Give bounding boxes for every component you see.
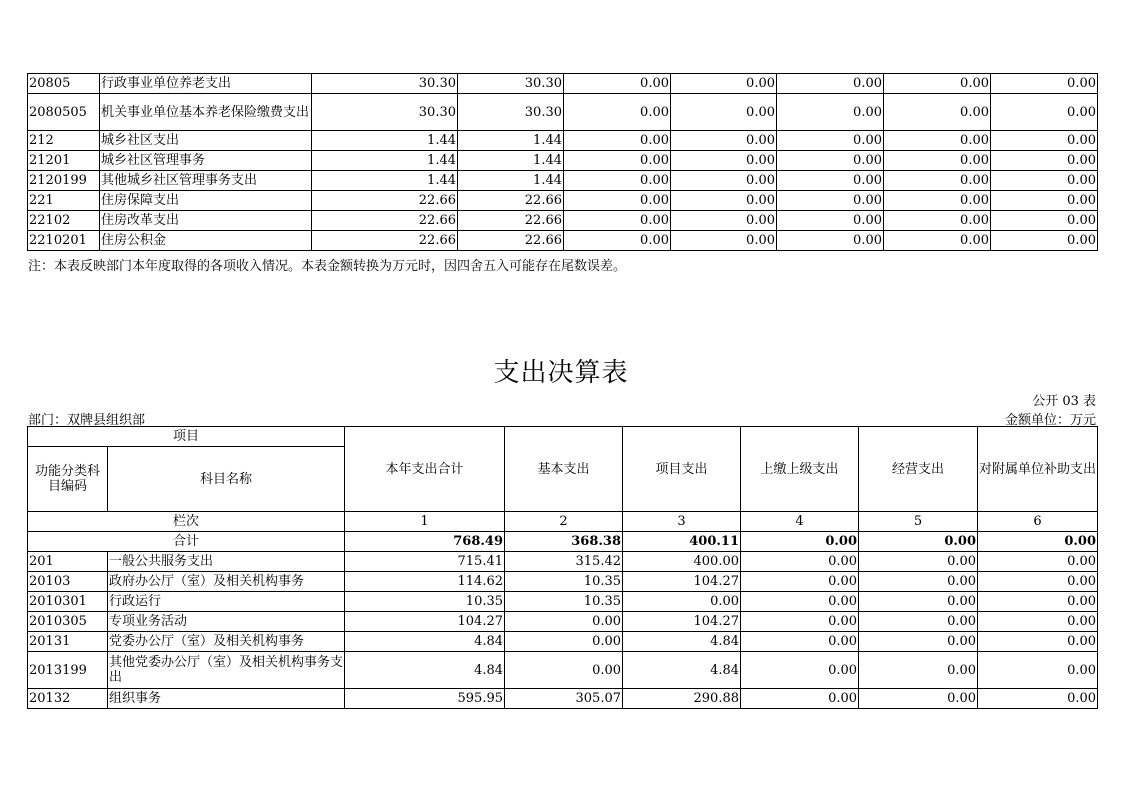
subject-code: 20103 <box>28 572 108 592</box>
amount-cell: 22.66 <box>312 191 458 211</box>
total-value: 400.11 <box>623 532 741 552</box>
amount-cell: 0.00 <box>671 74 777 94</box>
table-row <box>28 191 1098 211</box>
amount-cell: 0.00 <box>884 74 991 94</box>
amount-cell: 0.00 <box>859 612 978 632</box>
amount-cell: 0.00 <box>671 171 777 191</box>
header-item: 项目 <box>28 427 345 447</box>
subject-name: 其他城乡社区管理事务支出 <box>100 171 312 191</box>
page-title: 支出决算表 <box>493 358 629 388</box>
subject-code: 221 <box>28 191 100 211</box>
total-value: 0.00 <box>978 532 1098 552</box>
amount-cell: 0.00 <box>505 612 623 632</box>
total-row <box>28 532 1098 552</box>
column-number: 6 <box>978 512 1098 532</box>
subject-code: 2120199 <box>28 171 100 191</box>
amount-cell: 0.00 <box>671 94 777 131</box>
subject-name: 城乡社区支出 <box>100 131 312 151</box>
header-col-4: 上缴上级支出 <box>741 427 859 512</box>
table-row <box>28 74 1098 94</box>
subject-code: 2210201 <box>28 231 100 251</box>
amount-cell: 0.00 <box>991 231 1098 251</box>
amount-cell: 0.00 <box>564 131 671 151</box>
amount-cell: 0.00 <box>884 151 991 171</box>
amount-cell: 0.00 <box>859 689 978 709</box>
amount-cell: 0.00 <box>978 689 1098 709</box>
subject-code: 201 <box>28 552 108 572</box>
table-row <box>28 171 1098 191</box>
amount-cell: 0.00 <box>991 74 1098 94</box>
amount-cell: 0.00 <box>777 171 884 191</box>
department-label: 部门：双牌县组织部 <box>28 413 146 428</box>
header-col-2: 基本支出 <box>505 427 623 512</box>
amount-cell: 0.00 <box>777 94 884 131</box>
total-value: 768.49 <box>345 532 505 552</box>
amount-cell: 0.00 <box>741 592 859 612</box>
amount-cell: 1.44 <box>312 171 458 191</box>
amount-cell: 0.00 <box>564 94 671 131</box>
amount-cell: 0.00 <box>777 231 884 251</box>
column-number: 5 <box>859 512 978 532</box>
amount-cell: 22.66 <box>312 231 458 251</box>
table-row <box>28 552 1098 572</box>
amount-cell: 10.35 <box>505 592 623 612</box>
amount-cell: 1.44 <box>458 131 564 151</box>
amount-cell: 0.00 <box>884 131 991 151</box>
amount-cell: 22.66 <box>312 211 458 231</box>
subject-name: 城乡社区管理事务 <box>100 151 312 171</box>
column-number: 2 <box>505 512 623 532</box>
form-number: 公开 03 表 <box>1032 394 1096 409</box>
amount-cell: 0.00 <box>741 652 859 689</box>
unit-label: 金额单位：万元 <box>1004 413 1096 428</box>
amount-cell: 0.00 <box>777 191 884 211</box>
expenditure-table <box>27 426 1098 709</box>
amount-cell: 0.00 <box>564 74 671 94</box>
header-code: 功能分类科目编码 <box>28 447 108 512</box>
amount-cell: 0.00 <box>859 572 978 592</box>
amount-cell: 0.00 <box>623 592 741 612</box>
amount-cell: 0.00 <box>978 592 1098 612</box>
amount-cell: 0.00 <box>777 151 884 171</box>
amount-cell: 0.00 <box>777 211 884 231</box>
amount-cell: 10.35 <box>505 572 623 592</box>
amount-cell: 30.30 <box>458 94 564 131</box>
total-value: 0.00 <box>741 532 859 552</box>
amount-cell: 0.00 <box>564 151 671 171</box>
amount-cell: 290.88 <box>623 689 741 709</box>
table-row <box>28 592 1098 612</box>
subject-name: 政府办公厅（室）及相关机构事务 <box>108 572 345 592</box>
subject-name: 住房改革支出 <box>100 211 312 231</box>
subject-name: 行政运行 <box>108 592 345 612</box>
subject-code: 2013199 <box>28 652 108 689</box>
subject-code: 2010305 <box>28 612 108 632</box>
amount-cell: 4.84 <box>623 632 741 652</box>
total-value: 368.38 <box>505 532 623 552</box>
column-number-label: 栏次 <box>28 512 345 532</box>
amount-cell: 4.84 <box>623 652 741 689</box>
subject-code: 20132 <box>28 689 108 709</box>
amount-cell: 595.95 <box>345 689 505 709</box>
amount-cell: 0.00 <box>991 151 1098 171</box>
amount-cell: 4.84 <box>345 632 505 652</box>
amount-cell: 0.00 <box>991 191 1098 211</box>
table-note: 注：本表反映部门本年度取得的各项收入情况。本表金额转换为万元时，因四舍五入可能存在尾数误差。 <box>28 259 627 274</box>
amount-cell: 0.00 <box>859 592 978 612</box>
amount-cell: 30.30 <box>312 74 458 94</box>
amount-cell: 0.00 <box>884 191 991 211</box>
amount-cell: 114.62 <box>345 572 505 592</box>
amount-cell: 0.00 <box>505 632 623 652</box>
subject-name: 机关事业单位基本养老保险缴费支出 <box>100 94 312 131</box>
table-row <box>28 689 1098 709</box>
subject-code: 2080505 <box>28 94 100 131</box>
amount-cell: 0.00 <box>741 632 859 652</box>
total-label: 合计 <box>28 532 345 552</box>
subject-name: 行政事业单位养老支出 <box>100 74 312 94</box>
subject-name: 组织事务 <box>108 689 345 709</box>
income-table-continued <box>27 73 1098 251</box>
header-col-1: 本年支出合计 <box>345 427 505 512</box>
subject-code: 20805 <box>28 74 100 94</box>
amount-cell: 0.00 <box>741 689 859 709</box>
amount-cell: 715.41 <box>345 552 505 572</box>
amount-cell: 0.00 <box>991 94 1098 131</box>
amount-cell: 0.00 <box>978 632 1098 652</box>
amount-cell: 22.66 <box>458 191 564 211</box>
amount-cell: 0.00 <box>671 131 777 151</box>
header-col-6: 对附属单位补助支出 <box>978 427 1098 512</box>
subject-name: 一般公共服务支出 <box>108 552 345 572</box>
amount-cell: 1.44 <box>458 171 564 191</box>
amount-cell: 104.27 <box>623 572 741 592</box>
amount-cell: 0.00 <box>564 211 671 231</box>
amount-cell: 0.00 <box>741 572 859 592</box>
subject-code: 2010301 <box>28 592 108 612</box>
table-row <box>28 131 1098 151</box>
amount-cell: 0.00 <box>777 74 884 94</box>
amount-cell: 0.00 <box>564 231 671 251</box>
table-row <box>28 652 1098 689</box>
amount-cell: 0.00 <box>741 612 859 632</box>
header-col-5: 经营支出 <box>859 427 978 512</box>
amount-cell: 0.00 <box>978 612 1098 632</box>
amount-cell: 30.30 <box>312 94 458 131</box>
subject-name: 党委办公厅（室）及相关机构事务 <box>108 632 345 652</box>
amount-cell: 0.00 <box>505 652 623 689</box>
table-row <box>28 94 1098 131</box>
amount-cell: 315.42 <box>505 552 623 572</box>
subject-code: 22102 <box>28 211 100 231</box>
amount-cell: 0.00 <box>884 231 991 251</box>
amount-cell: 104.27 <box>345 612 505 632</box>
column-number-row <box>28 512 1098 532</box>
amount-cell: 0.00 <box>884 211 991 231</box>
amount-cell: 30.30 <box>458 74 564 94</box>
subject-code: 20131 <box>28 632 108 652</box>
table-row <box>28 151 1098 171</box>
subject-name: 专项业务活动 <box>108 612 345 632</box>
amount-cell: 22.66 <box>458 211 564 231</box>
amount-cell: 1.44 <box>312 151 458 171</box>
table-row <box>28 231 1098 251</box>
amount-cell: 0.00 <box>671 231 777 251</box>
amount-cell: 4.84 <box>345 652 505 689</box>
amount-cell: 0.00 <box>991 211 1098 231</box>
subject-name: 住房保障支出 <box>100 191 312 211</box>
amount-cell: 0.00 <box>671 211 777 231</box>
amount-cell: 104.27 <box>623 612 741 632</box>
table-row <box>28 211 1098 231</box>
subject-code: 212 <box>28 131 100 151</box>
amount-cell: 0.00 <box>777 131 884 151</box>
amount-cell: 0.00 <box>671 151 777 171</box>
total-value: 0.00 <box>859 532 978 552</box>
table-row <box>28 632 1098 652</box>
amount-cell: 22.66 <box>458 231 564 251</box>
amount-cell: 0.00 <box>991 171 1098 191</box>
amount-cell: 0.00 <box>859 552 978 572</box>
amount-cell: 0.00 <box>671 191 777 211</box>
subject-name: 其他党委办公厅（室）及相关机构事务支出 <box>108 652 345 689</box>
table-row <box>28 572 1098 592</box>
amount-cell: 0.00 <box>978 552 1098 572</box>
amount-cell: 0.00 <box>978 572 1098 592</box>
amount-cell: 0.00 <box>859 652 978 689</box>
amount-cell: 1.44 <box>458 151 564 171</box>
amount-cell: 0.00 <box>564 171 671 191</box>
amount-cell: 0.00 <box>991 131 1098 151</box>
amount-cell: 1.44 <box>312 131 458 151</box>
column-number: 3 <box>623 512 741 532</box>
amount-cell: 0.00 <box>884 171 991 191</box>
amount-cell: 400.00 <box>623 552 741 572</box>
subject-name: 住房公积金 <box>100 231 312 251</box>
header-name: 科目名称 <box>108 447 345 512</box>
header-col-3: 项目支出 <box>623 427 741 512</box>
amount-cell: 0.00 <box>978 652 1098 689</box>
amount-cell: 0.00 <box>564 191 671 211</box>
subject-code: 21201 <box>28 151 100 171</box>
amount-cell: 10.35 <box>345 592 505 612</box>
column-number: 4 <box>741 512 859 532</box>
column-number: 1 <box>345 512 505 532</box>
table-row <box>28 612 1098 632</box>
amount-cell: 0.00 <box>741 552 859 572</box>
amount-cell: 305.07 <box>505 689 623 709</box>
header-row-1 <box>28 427 1098 447</box>
amount-cell: 0.00 <box>859 632 978 652</box>
amount-cell: 0.00 <box>884 94 991 131</box>
